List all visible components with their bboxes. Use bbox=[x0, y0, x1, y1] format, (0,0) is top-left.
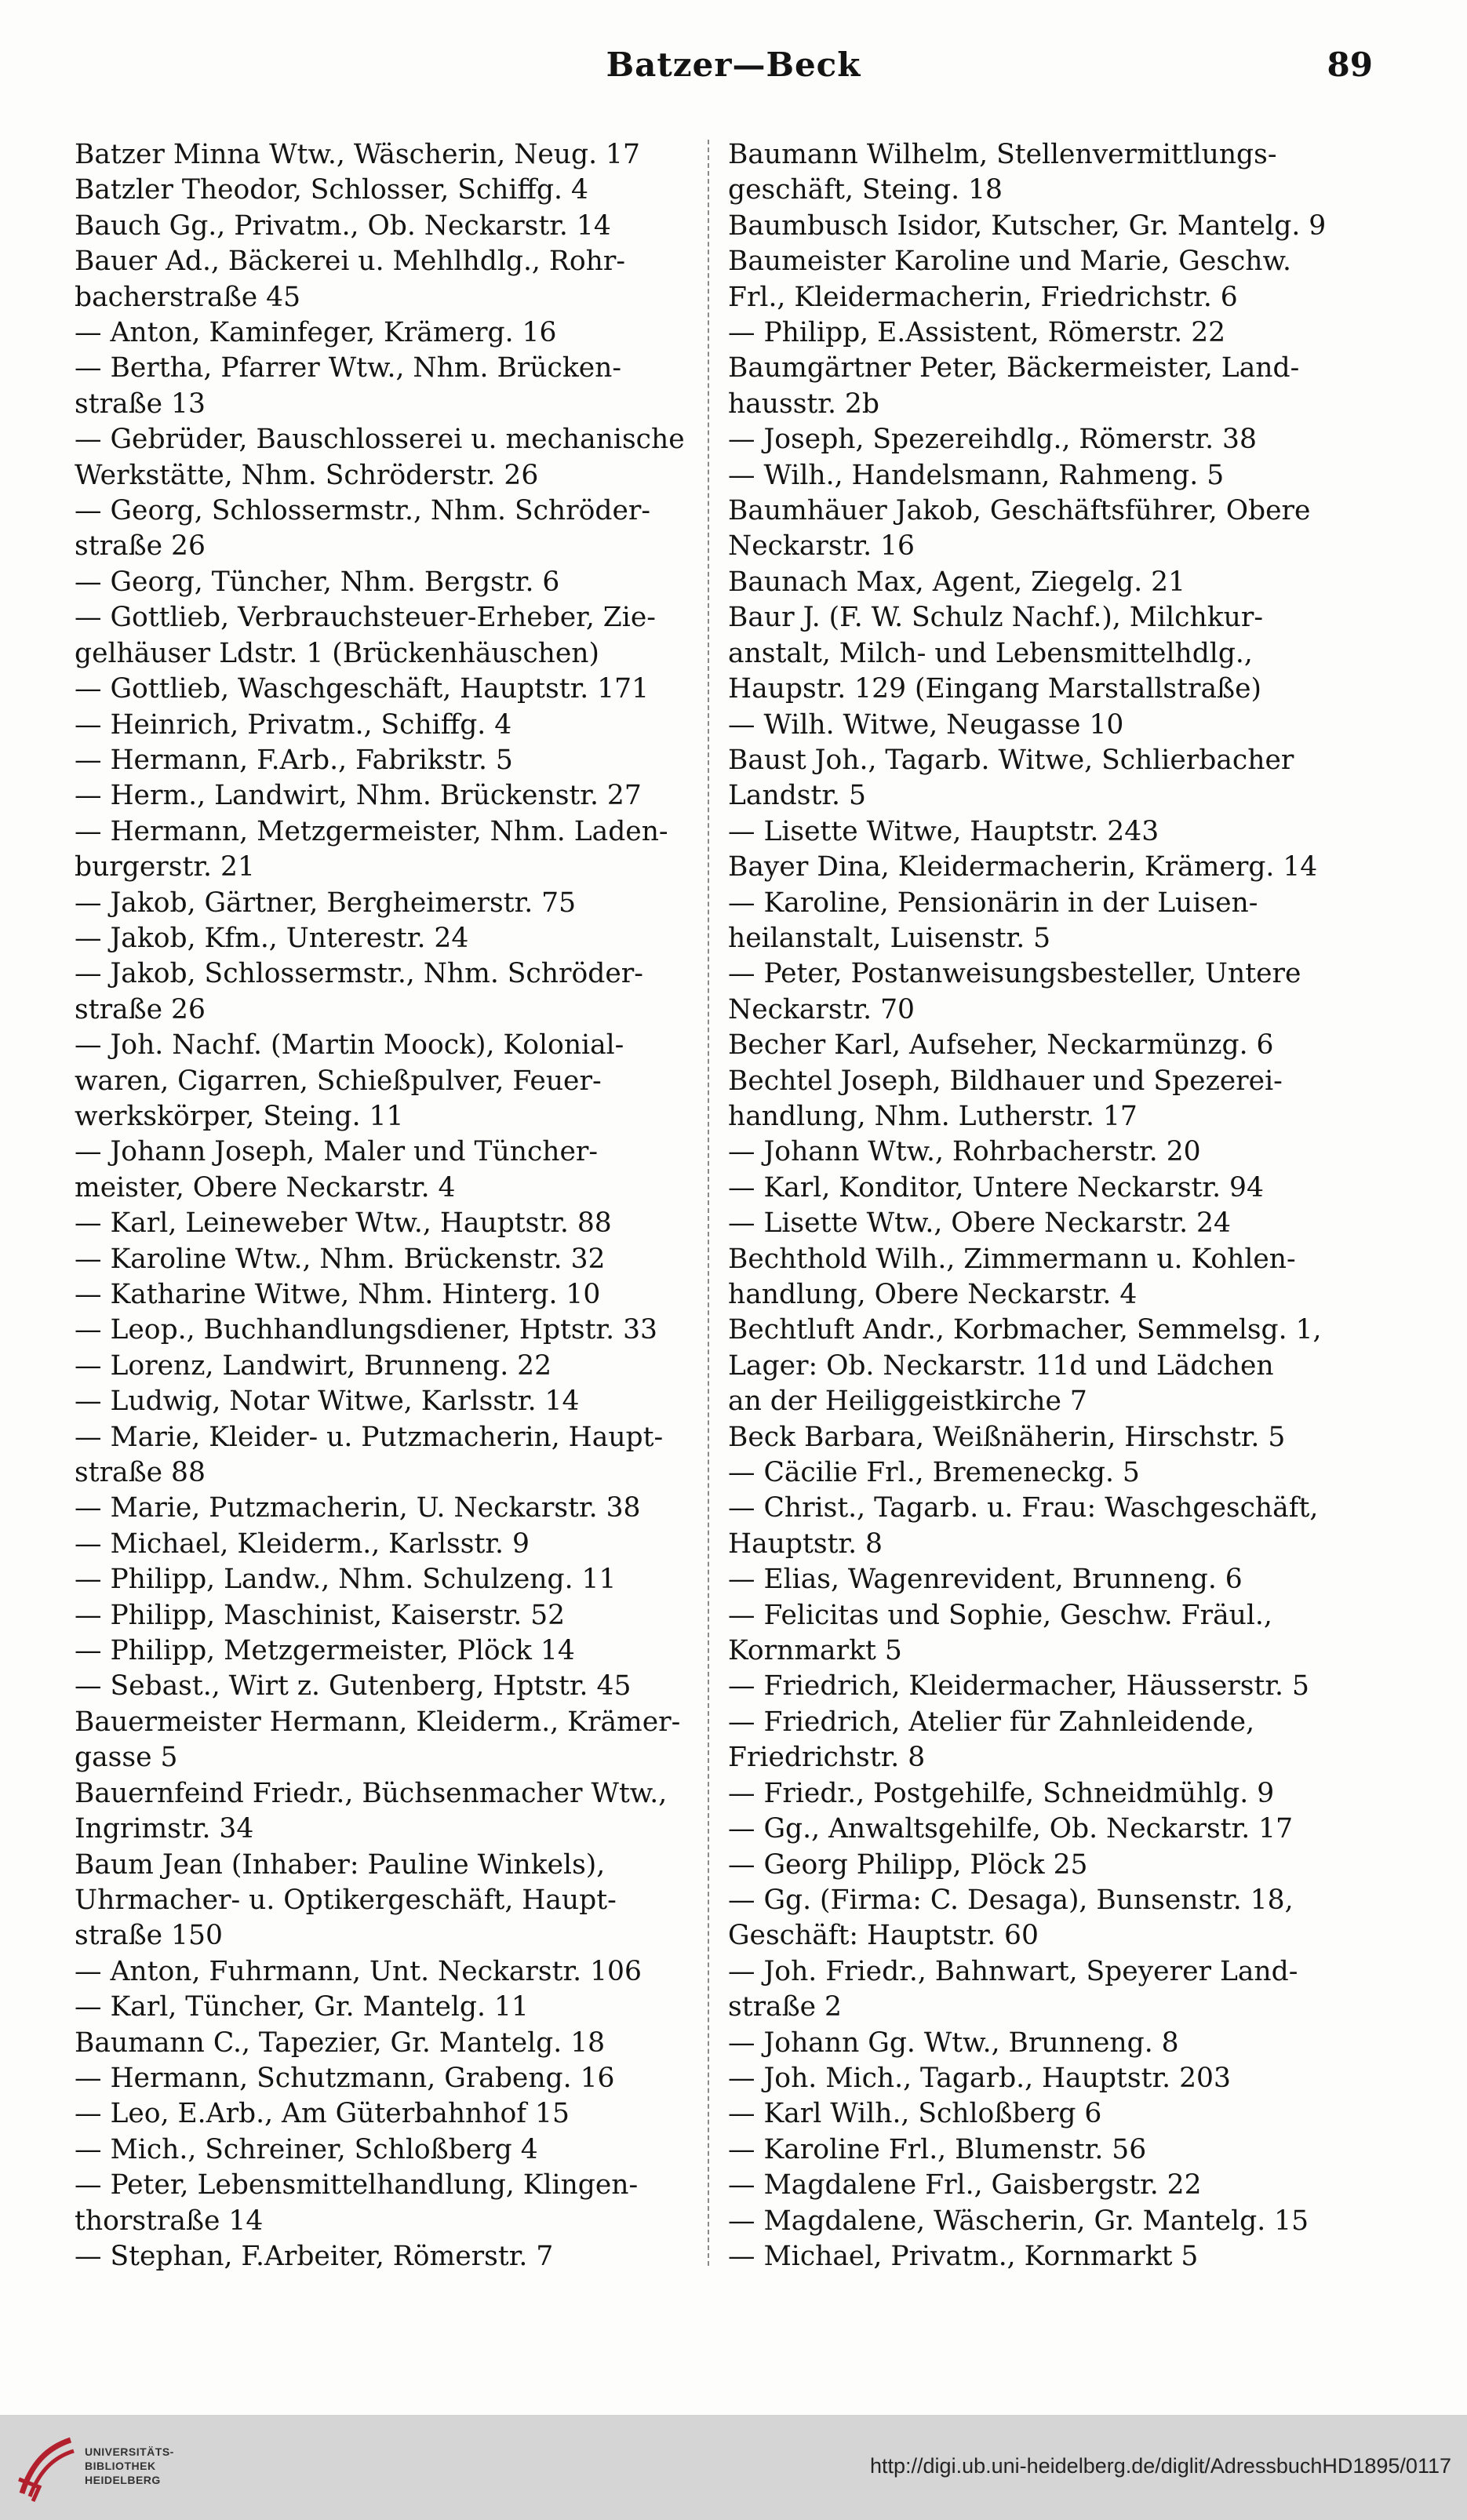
directory-line: Becher Karl, Aufseher, Neckarmünzg. 6 bbox=[728, 1029, 1274, 1062]
directory-line: — Gg. (Firma: C. Desaga), Bunsenstr. 18, bbox=[728, 1884, 1294, 1916]
viewer-footer bbox=[0, 2415, 1467, 2520]
directory-line: Werkstätte, Nhm. Schröderstr. 26 bbox=[75, 459, 539, 491]
directory-line: — Joh. Nachf. (Martin Moock), Kolonial- bbox=[75, 1029, 624, 1062]
directory-line: Geschäft: Hauptstr. 60 bbox=[728, 1920, 1039, 1952]
university-seal-icon bbox=[16, 2432, 77, 2503]
directory-line: — Philipp, Metzgermeister, Plöck 14 bbox=[75, 1635, 575, 1667]
directory-line: — Sebast., Wirt z. Gutenberg, Hptstr. 45 bbox=[75, 1670, 632, 1702]
directory-line: gasse 5 bbox=[75, 1742, 178, 1774]
directory-line: — Joh. Mich., Tagarb., Hauptstr. 203 bbox=[728, 2062, 1231, 2094]
directory-line: — Wilh. Witwe, Neugasse 10 bbox=[728, 708, 1124, 741]
directory-line: — Karoline, Pensionärin in der Luisen- bbox=[728, 887, 1258, 919]
directory-line: Baumgärtner Peter, Bäckermeister, Land- bbox=[728, 352, 1300, 384]
directory-line: — Philipp, Landw., Nhm. Schulzeng. 11 bbox=[75, 1564, 617, 1596]
directory-line: Bauer Ad., Bäckerei u. Mehlhdlg., Rohr- bbox=[75, 246, 625, 278]
directory-line: — Friedrich, Kleidermacher, Häusserstr. 5 bbox=[728, 1670, 1309, 1702]
directory-line: — Christ., Tagarb. u. Frau: Waschgeschäft, bbox=[728, 1492, 1319, 1524]
directory-line: — Cäcilie Frl., Bremeneckg. 5 bbox=[728, 1457, 1140, 1489]
directory-line: — Michael, Kleiderm., Karlsstr. 9 bbox=[75, 1528, 530, 1560]
directory-line: — Gg., Anwaltsgehilfe, Ob. Neckarstr. 17 bbox=[728, 1813, 1294, 1845]
directory-line: — Friedrich, Atelier für Zahnleidende, bbox=[728, 1706, 1255, 1738]
directory-line: gelhäuser Ldstr. 1 (Brückenhäuschen) bbox=[75, 637, 599, 669]
directory-line: — Gottlieb, Verbrauchsteuer-Erheber, Zie- bbox=[75, 602, 656, 634]
directory-line: bacherstraße 45 bbox=[75, 281, 301, 313]
directory-line: — Jakob, Kfm., Unterestr. 24 bbox=[75, 922, 469, 954]
directory-line: — Johann Gg. Wtw., Brunneng. 8 bbox=[728, 2027, 1179, 2059]
directory-line: waren, Cigarren, Schießpulver, Feuer- bbox=[75, 1065, 602, 1097]
directory-line: Beck Barbara, Weißnäherin, Hirschstr. 5 bbox=[728, 1421, 1286, 1453]
directory-line: Batzler Theodor, Schlosser, Schiffg. 4 bbox=[75, 174, 588, 206]
directory-line: Baumann Wilhelm, Stellenvermittlungs- bbox=[728, 139, 1277, 170]
library-logo-text bbox=[85, 2445, 174, 2487]
directory-line: — Anton, Kaminfeger, Krämerg. 16 bbox=[75, 317, 557, 349]
directory-line: — Gebrüder, Bauschlosserei u. mechanische bbox=[75, 424, 685, 456]
directory-line: Baumhäuer Jakob, Geschäftsführer, Obere bbox=[728, 495, 1311, 527]
directory-line: — Stephan, F.Arbeiter, Römerstr. 7 bbox=[75, 2240, 554, 2272]
directory-line: — Karoline Frl., Blumenstr. 56 bbox=[728, 2133, 1147, 2165]
directory-line: Bayer Dina, Kleidermacherin, Krämerg. 14 bbox=[728, 851, 1318, 883]
directory-line: — Peter, Postanweisungsbesteller, Untere bbox=[728, 958, 1301, 990]
directory-line: — Joseph, Spezereihdlg., Römerstr. 38 bbox=[728, 424, 1257, 456]
directory-line: — Herm., Landwirt, Nhm. Brückenstr. 27 bbox=[75, 780, 642, 812]
directory-line: Ingrimstr. 34 bbox=[75, 1813, 254, 1845]
directory-line: Lager: Ob. Neckarstr. 11d und Lädchen bbox=[728, 1349, 1274, 1382]
directory-line: Kornmarkt 5 bbox=[728, 1635, 902, 1667]
directory-line: — Karl Wilh., Schloßberg 6 bbox=[728, 2098, 1102, 2130]
directory-line: geschäft, Steing. 18 bbox=[728, 174, 1003, 206]
library-logo[interactable] bbox=[16, 2432, 188, 2503]
directory-line: — Leop., Buchhandlungsdiener, Hptstr. 33 bbox=[75, 1314, 657, 1346]
directory-line: — Johann Joseph, Maler und Tüncher- bbox=[75, 1136, 599, 1168]
directory-line: Hauptstr. 8 bbox=[728, 1528, 883, 1560]
directory-line: — Magdalene, Wäscherin, Gr. Mantelg. 15 bbox=[728, 2205, 1309, 2237]
directory-line: Frl., Kleidermacherin, Friedrichstr. 6 bbox=[728, 281, 1238, 313]
directory-line: — Lisette Wtw., Obere Neckarstr. 24 bbox=[728, 1207, 1231, 1240]
directory-line: — Georg Philipp, Plöck 25 bbox=[728, 1848, 1088, 1881]
directory-line: handlung, Obere Neckarstr. 4 bbox=[728, 1279, 1138, 1310]
directory-line: straße 26 bbox=[75, 993, 206, 1025]
directory-line: — Mich., Schreiner, Schloßberg 4 bbox=[75, 2133, 538, 2165]
directory-line: — Marie, Kleider- u. Putzmacherin, Haupt- bbox=[75, 1421, 664, 1453]
directory-line: — Johann Wtw., Rohrbacherstr. 20 bbox=[728, 1136, 1201, 1168]
page-number: 89 bbox=[1327, 46, 1373, 84]
directory-line: straße 2 bbox=[728, 1991, 843, 2023]
directory-line: Baumbusch Isidor, Kutscher, Gr. Mantelg. 9 bbox=[728, 209, 1327, 242]
left-column bbox=[75, 137, 718, 2274]
directory-line: — Hermann, Metzgermeister, Nhm. Laden- bbox=[75, 815, 668, 847]
directory-line: — Georg, Schlossermstr., Nhm. Schröder- bbox=[75, 495, 651, 527]
directory-line: Baur J. (F. W. Schulz Nachf.), Milchkur- bbox=[728, 602, 1263, 634]
directory-line: meister, Obere Neckarstr. 4 bbox=[75, 1171, 456, 1204]
directory-line: — Karl, Leineweber Wtw., Hauptstr. 88 bbox=[75, 1207, 612, 1240]
directory-line: — Marie, Putzmacherin, U. Neckarstr. 38 bbox=[75, 1492, 641, 1524]
directory-line: Bechthold Wilh., Zimmermann u. Kohlen- bbox=[728, 1243, 1296, 1275]
logo-line: HEIDELBERG bbox=[85, 2474, 161, 2486]
directory-line: heilanstalt, Luisenstr. 5 bbox=[728, 922, 1051, 954]
directory-line: Batzer Minna Wtw., Wäscherin, Neug. 17 bbox=[75, 139, 640, 170]
directory-line: — Jakob, Schlossermstr., Nhm. Schröder- bbox=[75, 958, 643, 990]
directory-line: — Felicitas und Sophie, Geschw. Fräul., bbox=[728, 1599, 1272, 1631]
directory-line: Bauernfeind Friedr., Büchsenmacher Wtw., bbox=[75, 1777, 668, 1809]
directory-line: — Michael, Privatm., Kornmarkt 5 bbox=[728, 2240, 1199, 2272]
directory-line: — Hermann, F.Arb., Fabrikstr. 5 bbox=[75, 744, 513, 776]
directory-line: Uhrmacher- u. Optikergeschäft, Haupt- bbox=[75, 1884, 617, 1916]
directory-line: — Heinrich, Privatm., Schiffg. 4 bbox=[75, 708, 512, 741]
permalink-url[interactable]: http://digi.ub.uni-heidelberg.de/diglit/AdressbuchHD1895/0117 bbox=[870, 2454, 1451, 2478]
directory-line: Neckarstr. 70 bbox=[728, 993, 915, 1025]
directory-line: Bechtluft Andr., Korbmacher, Semmelsg. 1, bbox=[728, 1314, 1322, 1346]
directory-line: an der Heiliggeistkirche 7 bbox=[728, 1386, 1087, 1418]
page-header bbox=[0, 46, 1467, 93]
directory-line: — Wilh., Handelsmann, Rahmeng. 5 bbox=[728, 459, 1225, 491]
directory-line: — Peter, Lebensmittelhandlung, Klingen- bbox=[75, 2169, 639, 2201]
directory-line: — Leo, E.Arb., Am Güterbahnhof 15 bbox=[75, 2098, 570, 2130]
directory-line: — Philipp, Maschinist, Kaiserstr. 52 bbox=[75, 1599, 566, 1631]
directory-line: — Karoline Wtw., Nhm. Brückenstr. 32 bbox=[75, 1243, 606, 1275]
directory-line: Landstr. 5 bbox=[728, 780, 866, 812]
directory-line: werkskörper, Steing. 11 bbox=[75, 1100, 404, 1132]
directory-line: — Friedr., Postgehilfe, Schneidmühlg. 9 bbox=[728, 1777, 1275, 1809]
directory-line: straße 26 bbox=[75, 530, 206, 563]
directory-line: — Gottlieb, Waschgeschäft, Hauptstr. 171 bbox=[75, 673, 650, 705]
directory-line: — Ludwig, Notar Witwe, Karlsstr. 14 bbox=[75, 1386, 580, 1418]
directory-line: Baumeister Karoline und Marie, Geschw. bbox=[728, 246, 1291, 278]
directory-line: — Bertha, Pfarrer Wtw., Nhm. Brücken- bbox=[75, 352, 622, 384]
directory-line: thorstraße 14 bbox=[75, 2205, 264, 2237]
directory-line: — Anton, Fuhrmann, Unt. Neckarstr. 106 bbox=[75, 1955, 642, 1987]
directory-line: Bauermeister Hermann, Kleiderm., Krämer- bbox=[75, 1706, 681, 1738]
directory-line: hausstr. 2b bbox=[728, 388, 879, 420]
directory-line: — Karl, Tüncher, Gr. Mantelg. 11 bbox=[75, 1991, 529, 2023]
directory-line: Neckarstr. 16 bbox=[728, 530, 915, 563]
directory-line: — Joh. Friedr., Bahnwart, Speyerer Land- bbox=[728, 1955, 1298, 1987]
directory-line: — Karl, Konditor, Untere Neckarstr. 94 bbox=[728, 1171, 1264, 1204]
directory-line: anstalt, Milch- und Lebensmittelhdlg., bbox=[728, 637, 1253, 669]
directory-line: Bauch Gg., Privatm., Ob. Neckarstr. 14 bbox=[75, 209, 611, 242]
directory-line: burgerstr. 21 bbox=[75, 851, 255, 883]
logo-line: UNIVERSITÄTS- bbox=[85, 2445, 174, 2458]
directory-line: — Georg, Tüncher, Nhm. Bergstr. 6 bbox=[75, 566, 560, 598]
directory-line: — Lorenz, Landwirt, Brunneng. 22 bbox=[75, 1349, 552, 1382]
directory-line: Haupstr. 129 (Eingang Marstallstraße) bbox=[728, 673, 1261, 705]
directory-line: — Katharine Witwe, Nhm. Hinterg. 10 bbox=[75, 1279, 601, 1310]
directory-line: — Elias, Wagenrevident, Brunneng. 6 bbox=[728, 1564, 1243, 1596]
directory-line: Friedrichstr. 8 bbox=[728, 1742, 926, 1774]
directory-line: Baum Jean (Inhaber: Pauline Winkels), bbox=[75, 1848, 606, 1881]
column-divider bbox=[708, 140, 709, 2266]
right-column bbox=[728, 137, 1379, 2274]
logo-line: BIBLIOTHEK bbox=[85, 2460, 156, 2472]
directory-line: straße 150 bbox=[75, 1920, 223, 1952]
directory-line: — Hermann, Schutzmann, Grabeng. 16 bbox=[75, 2062, 615, 2094]
running-head: Batzer—Beck bbox=[606, 46, 861, 84]
directory-line: — Lisette Witwe, Hauptstr. 243 bbox=[728, 815, 1159, 847]
directory-line: Baunach Max, Agent, Ziegelg. 21 bbox=[728, 566, 1186, 598]
directory-line: straße 13 bbox=[75, 388, 206, 420]
directory-line: Baust Joh., Tagarb. Witwe, Schlierbacher bbox=[728, 744, 1294, 776]
directory-line: straße 88 bbox=[75, 1457, 206, 1489]
directory-line: Bechtel Joseph, Bildhauer und Spezerei- bbox=[728, 1065, 1283, 1097]
directory-line: Baumann C., Tapezier, Gr. Mantelg. 18 bbox=[75, 2027, 606, 2059]
directory-line: — Magdalene Frl., Gaisbergstr. 22 bbox=[728, 2169, 1202, 2201]
directory-line: handlung, Nhm. Lutherstr. 17 bbox=[728, 1100, 1138, 1132]
directory-line: — Philipp, E.Assistent, Römerstr. 22 bbox=[728, 317, 1226, 349]
directory-line: — Jakob, Gärtner, Bergheimerstr. 75 bbox=[75, 887, 577, 919]
